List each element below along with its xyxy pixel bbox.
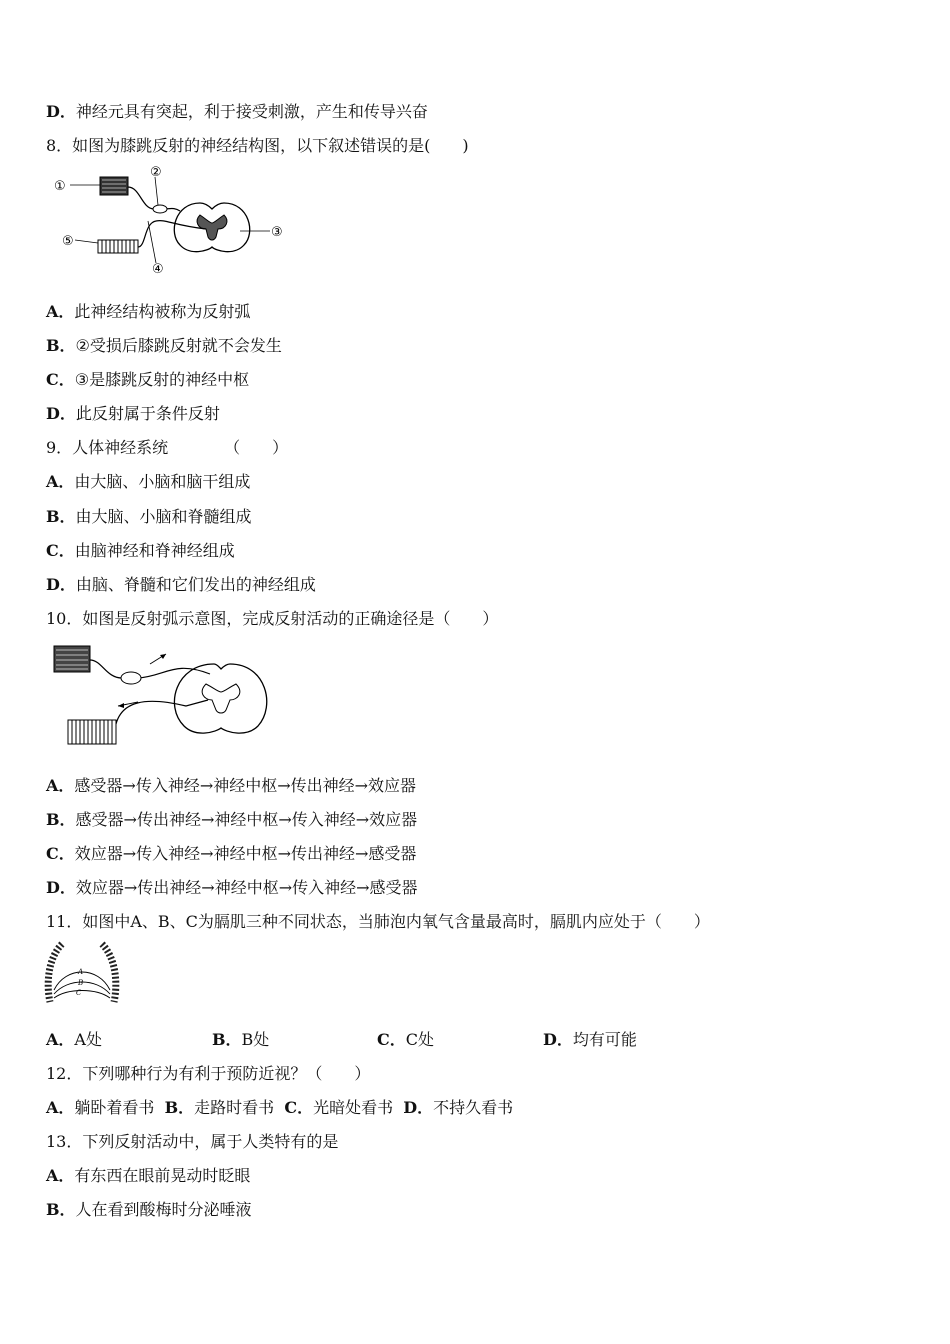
- q8-option-b: [46, 335, 282, 357]
- q8-option-c: [46, 369, 249, 391]
- q10-option-c: [46, 843, 416, 865]
- option-label: A．: [46, 776, 75, 795]
- q10-option-a: [46, 775, 416, 797]
- option-text: 由脑神经和脊神经组成: [74, 541, 235, 560]
- option-label: C．: [46, 541, 75, 560]
- ganglion-shape: [153, 205, 167, 213]
- q10-option-d: [46, 877, 418, 899]
- figure-label-1: ①: [54, 179, 66, 194]
- option-label: B．: [46, 1200, 76, 1219]
- option-text: 效应器→传出神经→神经中枢→传入神经→感受器: [75, 878, 418, 897]
- q11-stem: 11．如图中A、B、C为膈肌三种不同状态，当肺泡内氧气含量最高时，膈肌内应处于（ ）: [46, 912, 710, 931]
- reflex-arc-figure: [46, 640, 271, 755]
- figure-label-5: ⑤: [62, 234, 74, 249]
- q7-option-d: [46, 101, 428, 123]
- q8-stem: 8．如图为膝跳反射的神经结构图，以下叙述错误的是( ): [46, 136, 469, 155]
- option-label: B．: [46, 336, 76, 355]
- option-text: A处: [74, 1030, 102, 1049]
- q11-option-d: [543, 1029, 637, 1051]
- q12-option-d: [403, 1098, 513, 1117]
- option-text: 感受器→传出神经→神经中枢→传入神经→效应器: [75, 810, 418, 829]
- option-text: 神经元具有突起，利于接受刺激，产生和传导兴奋: [75, 102, 428, 121]
- option-label: A．: [46, 1166, 75, 1185]
- q8-option-a: [46, 301, 250, 323]
- option-text: 光暗处看书: [313, 1098, 394, 1117]
- option-text: C处: [405, 1030, 434, 1049]
- q12-option-c: [284, 1098, 393, 1117]
- option-label: B．: [46, 507, 76, 526]
- q13-stem: 13．下列反射活动中，属于人类特有的是: [46, 1132, 339, 1151]
- option-text: 人在看到酸梅时分泌唾液: [75, 1200, 252, 1219]
- option-label: D．: [46, 575, 76, 594]
- figure-label-c: C: [76, 989, 82, 997]
- option-text: 感受器→传入神经→神经中枢→传出神经→效应器: [74, 776, 417, 795]
- option-text: 均有可能: [572, 1030, 637, 1049]
- q10-option-b: [46, 809, 417, 831]
- option-text: ③是膝跳反射的神经中枢: [74, 370, 250, 389]
- q8-option-d: [46, 403, 220, 425]
- q9-option-a: [46, 471, 250, 493]
- option-label: D．: [543, 1030, 573, 1049]
- figure-label-2: ②: [150, 165, 162, 180]
- option-label: D．: [46, 102, 76, 121]
- knee-jerk-reflex-figure: [50, 163, 290, 278]
- figure-label-b: B: [78, 979, 84, 987]
- q13-option-b: [46, 1199, 252, 1221]
- option-text: 不持久看书: [433, 1098, 514, 1117]
- option-label: A．: [46, 472, 75, 491]
- q12-stem: 12．下列哪种行为有利于预防近视？（ ）: [46, 1064, 371, 1083]
- option-label: D．: [403, 1098, 434, 1117]
- option-label: D．: [46, 878, 76, 897]
- q13-option-a: [46, 1165, 250, 1187]
- option-text: 此反射属于条件反射: [75, 404, 220, 423]
- option-label: A．: [46, 1098, 75, 1117]
- option-text: 由大脑、小脑和脑干组成: [74, 472, 251, 491]
- option-text: B处: [241, 1030, 270, 1049]
- option-label: C．: [284, 1098, 314, 1117]
- diaphragm-curve-c: [54, 991, 110, 999]
- option-text: 此神经结构被称为反射弧: [74, 302, 251, 321]
- figure-label-a: A: [78, 968, 84, 976]
- option-label: B．: [212, 1030, 242, 1049]
- figure-label-4: ④: [152, 262, 164, 277]
- option-label: D．: [46, 404, 76, 423]
- option-text: 效应器→传入神经→神经中枢→传出神经→感受器: [74, 844, 417, 863]
- option-label: B．: [164, 1098, 195, 1117]
- option-text: 躺卧着看书: [74, 1098, 155, 1117]
- q9-option-c: [46, 540, 235, 562]
- option-label: C．: [46, 844, 75, 863]
- option-label: B．: [46, 810, 76, 829]
- q11-option-b: [212, 1029, 269, 1051]
- option-label: C．: [46, 370, 75, 389]
- q9-option-d: [46, 574, 316, 596]
- option-text: 走路时看书: [194, 1098, 275, 1117]
- q9-stem: 9．人体神经系统 （ ）: [46, 438, 289, 457]
- q12-options-row: [46, 1097, 513, 1119]
- q12-option-b: [165, 1098, 275, 1117]
- q10-stem: 10．如图是反射弧示意图，完成反射活动的正确途径是（ ）: [46, 609, 499, 628]
- q12-option-a: [46, 1098, 154, 1117]
- option-label: A．: [46, 302, 75, 321]
- option-label: C．: [377, 1030, 406, 1049]
- option-text: 有东西在眼前晃动时眨眼: [74, 1166, 251, 1185]
- q11-option-c: [377, 1029, 434, 1051]
- figure-label-3: ③: [271, 225, 283, 240]
- option-label: A．: [46, 1030, 75, 1049]
- q11-option-a: [46, 1029, 102, 1051]
- q9-option-b: [46, 506, 252, 528]
- option-text: ②受损后膝跳反射就不会发生: [75, 336, 282, 355]
- diaphragm-figure: [44, 940, 124, 1006]
- option-text: 由脑、脊髓和它们发出的神经组成: [75, 575, 316, 594]
- option-text: 由大脑、小脑和脊髓组成: [75, 507, 252, 526]
- ganglion-shape: [121, 672, 141, 684]
